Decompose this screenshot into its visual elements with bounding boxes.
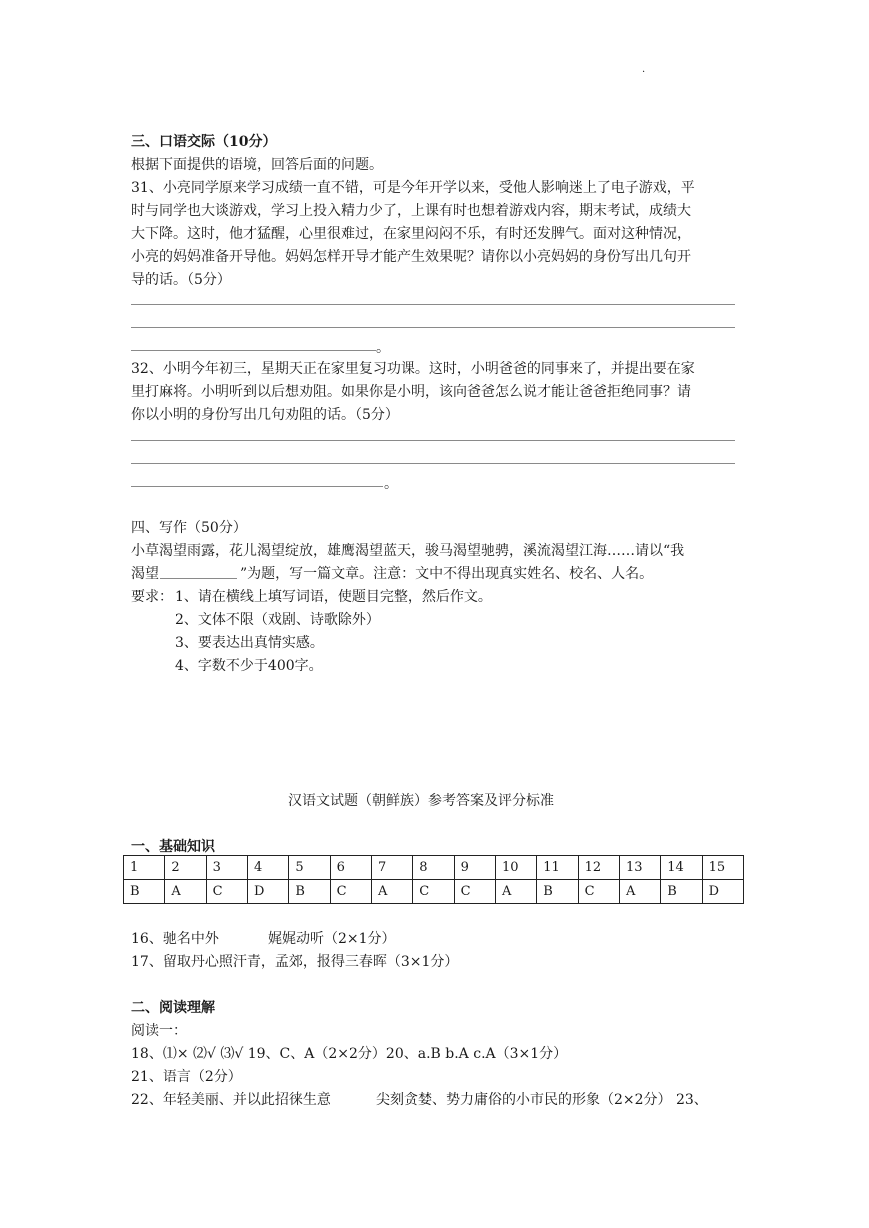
table-cell: 14 — [661, 856, 702, 880]
table-cell: C — [454, 880, 495, 904]
answer-22-b: 尖刻贪婪、势力庸俗的小市民的形象（2×2分） 23、 — [376, 1092, 708, 1108]
answer-22-a: 22、年轻美丽、并以此招徕生意 — [131, 1092, 331, 1108]
header-mark: . — [642, 64, 646, 75]
table-cell: 8 — [413, 856, 454, 880]
table-cell: A — [619, 880, 660, 904]
answer-line — [131, 486, 383, 487]
requirements-label: 要求： — [131, 589, 173, 605]
table-cell: 4 — [247, 856, 288, 880]
line-end-period: 。 — [376, 340, 390, 356]
requirement-item: 1、请在横线上填写词语，使题目完整，然后作文。 — [175, 589, 492, 605]
table-cell: 15 — [702, 856, 743, 880]
section1-heading: 一、基础知识 — [131, 839, 215, 855]
table-cell: D — [702, 880, 743, 904]
q31-line: 大下降。这时，他才猛醒，心里很难过，在家里闷闷不乐，有时还发脾气。面对这种情况， — [131, 226, 691, 242]
table-cell: A — [371, 880, 412, 904]
q32-line: 你以小明的身份写出几句劝阻的话。（5分） — [131, 407, 399, 423]
table-cell: 13 — [619, 856, 660, 880]
table-cell: 2 — [165, 856, 206, 880]
table-cell: A — [165, 880, 206, 904]
table-cell: 5 — [289, 856, 330, 880]
line-end-period: 。 — [384, 476, 398, 492]
table-cell: 11 — [537, 856, 578, 880]
q31-line: 小亮的妈妈准备开导他。妈妈怎样开导才能产生效果呢？请你以小亮妈妈的身份写出几句开 — [131, 249, 691, 265]
table-cell: C — [206, 880, 247, 904]
table-cell: C — [578, 880, 619, 904]
writing-prompt: 小草渴望雨露，花儿渴望绽放，雄鹰渴望蓝天，骏马渴望驰骋，溪流渴望江海……请以“我 — [131, 543, 685, 559]
answer-line — [131, 440, 735, 441]
answer-16-b: 娓娓动听（2×1分） — [268, 931, 396, 947]
oral-heading: 三、口语交际（10分） — [131, 134, 277, 150]
table-cell: 1 — [124, 856, 165, 880]
table-cell: 12 — [578, 856, 619, 880]
reading1-label: 阅读一： — [131, 1023, 187, 1039]
answer-21: 21、语言（2分） — [131, 1069, 242, 1085]
table-cell: B — [661, 880, 702, 904]
table-cell: C — [330, 880, 371, 904]
writing-heading: 四、写作（50分） — [131, 520, 247, 536]
table-cell: D — [247, 880, 288, 904]
table-row — [124, 856, 744, 880]
q31-line: 31、小亮同学原来学习成绩一直不错，可是今年开学以来，受他人影响迷上了电子游戏，平 — [131, 180, 695, 196]
answer-17: 17、留取丹心照汗青，孟郊，报得三春晖（3×1分） — [131, 954, 459, 970]
table-cell: 10 — [495, 856, 536, 880]
writing-prompt-title-start: 渴望 — [131, 566, 159, 582]
table-cell: B — [124, 880, 165, 904]
answer-line — [131, 304, 735, 305]
table-cell: A — [495, 880, 536, 904]
answer-18-20: 18、⑴× ⑵√ ⑶√ 19、C、A（2×2分）20、a.B b.A c.A（3×1分） — [131, 1046, 568, 1062]
answer-key-title: 汉语文试题（朝鲜族）参考答案及评分标准 — [288, 793, 554, 809]
answer-line — [131, 350, 376, 351]
q32-line: 32、小明今年初三，星期天正在家里复习功课。这时，小明爸爸的同事来了，并提出要在家 — [131, 361, 695, 377]
section2-heading: 二、阅读理解 — [131, 1000, 215, 1016]
table-cell: C — [413, 880, 454, 904]
requirement-item: 3、要表达出真情实感。 — [175, 635, 324, 651]
requirement-item: 4、字数不少于400字。 — [175, 658, 323, 674]
answer-line — [131, 463, 735, 464]
oral-intro: 根据下面提供的语境，回答后面的问题。 — [131, 157, 383, 173]
table-cell: B — [537, 880, 578, 904]
table-cell: 3 — [206, 856, 247, 880]
answer-table — [123, 855, 744, 904]
q31-line: 导的话。（5分） — [131, 272, 231, 288]
requirement-item: 2、文体不限（戏剧、诗歌除外） — [175, 612, 380, 628]
table-row — [124, 880, 744, 904]
writing-prompt-title-end: ”为题，写一篇文章。注意：文中不得出现真实姓名、校名、人名。 — [240, 566, 654, 582]
answer-16-a: 16、驰名中外 — [131, 931, 219, 947]
table-cell: 7 — [371, 856, 412, 880]
table-cell: 9 — [454, 856, 495, 880]
table-cell: 6 — [330, 856, 371, 880]
q32-line: 里打麻将。小明听到以后想劝阻。如果你是小明，该向爸爸怎么说才能让爸爸拒绝同事？请 — [131, 384, 691, 400]
table-cell: B — [289, 880, 330, 904]
title-blank-line — [160, 578, 237, 579]
answer-line — [131, 327, 735, 328]
q31-line: 时与同学也大谈游戏，学习上投入精力少了，上课有时也想着游戏内容，期末考试，成绩大 — [131, 203, 691, 219]
